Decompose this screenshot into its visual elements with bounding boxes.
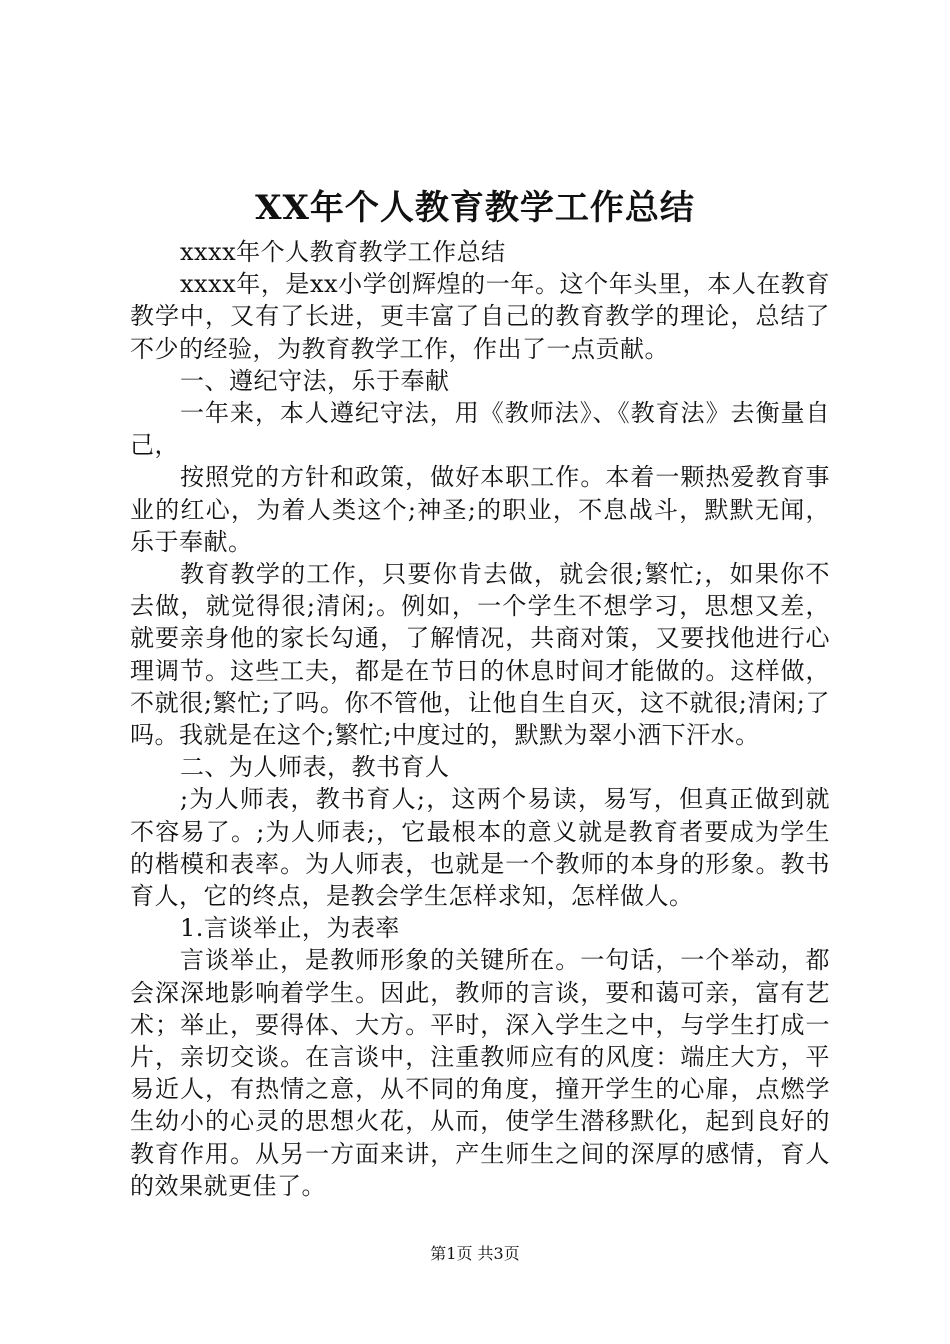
section-heading-2: 二、为人师表，教书育人: [180, 753, 450, 782]
paragraph: 言谈举止，是教师形象的关键所在。一句话，一个举动，都会深深地影响着学生。因此，教师的言谈，要和蔼可亲，富有艺术；举止，要得体、大方。平时，深入学生之中，与学生打成一片，亲切交谈。在言谈中，注重教师应有的风度：端庄大方，平易近人，有热情之意，从不同的角度，撞开学生的心扉，点燃学生幼小的心灵的思想火花，从而，使学生潜移默化，起到良好的教育作用。从另一方面来讲，产生师生之间的深厚的感情，育人的效果就更佳了。: [130, 946, 830, 1200]
paragraph: 一年来，本人遵纪守法，用《教师法》、《教育法》去衡量自己，: [130, 399, 830, 460]
document-subtitle: xxxx年个人教育教学工作总结: [180, 238, 506, 266]
document-title: XX年个人教育教学工作总结: [255, 188, 695, 228]
paragraph: 按照党的方针和政策，做好本职工作。本着一颗热爱教育事业的红心，为着人类这个;神圣;的职业，不息战斗，默默无闻，乐于奉献。: [130, 463, 830, 556]
subsection-heading: 1.言谈举止，为表率: [180, 914, 400, 943]
paragraph: ;为人师表，教书育人;，这两个易读，易写，但真正做到就不容易了。;为人师表;，它最根本的意义就是教育者要成为学生的楷模和表率。为人师表，也就是一个教师的本身的形象。教书育人，它的终点，是教会学生怎样求知，怎样做人。: [130, 785, 830, 911]
section-heading-1: 一、遵纪守法，乐于奉献: [180, 366, 450, 395]
paragraph-intro: xxxx年，是xx小学创辉煌的一年。这个年头里，本人在教育教学中，又有了长进，更丰富了自己的教育教学的理论，总结了不少的经验，为教育教学工作，作出了一点贡献。: [130, 270, 830, 363]
paragraph: 教育教学的工作，只要你肯去做，就会很;繁忙;，如果你不去做，就觉得很;清闲;。例如，一个学生不想学习，思想又差，就要亲身他的家长勾通，了解情况，共商对策，又要找他进行心理调节。这些工夫，都是在节日的休息时间才能做的。这样做，不就很;繁忙;了吗。你不管他，让他自生自灭，这不就很;清闲;了吗。我就是在这个;繁忙;中度过的，默默为翠小洒下汗水。: [130, 560, 830, 750]
page-number: 第1页 共3页: [430, 1244, 520, 1263]
document-body: [130, 236, 830, 1202]
